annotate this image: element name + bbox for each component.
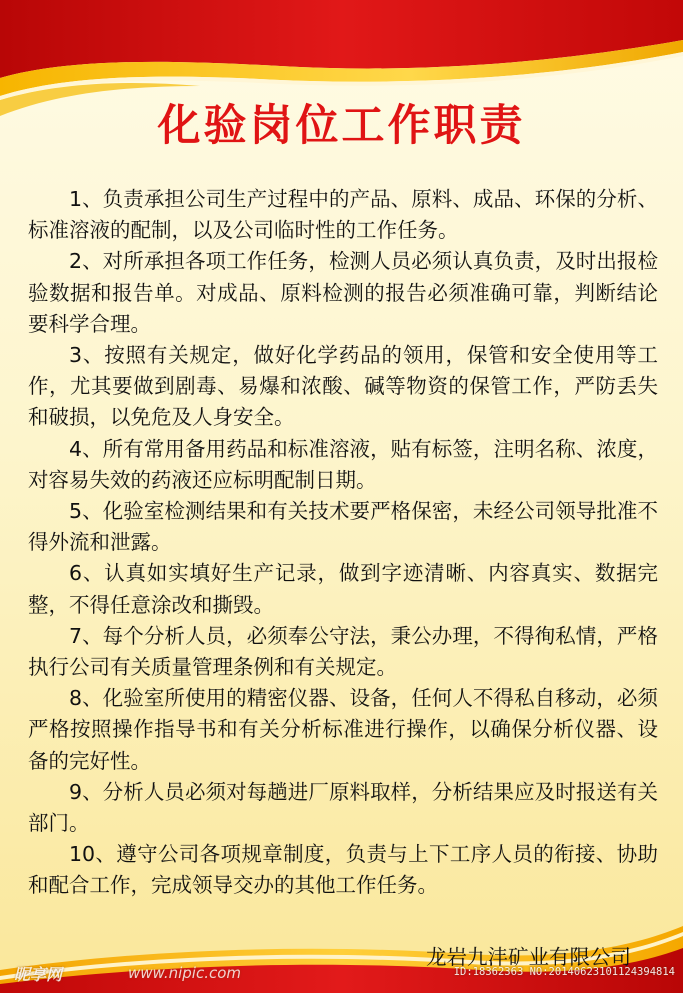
duty-item: 8、化验室所使用的精密仪器、设备，任何人不得私自移动，必须严格按照操作指导书和有关分析标准进行操作，以确保分析仪器、设备的完好性。 xyxy=(28,686,658,773)
duty-item: 7、每个分析人员，必须奉公守法，秉公办理，不得徇私情，严格执行公司有关质量管理条例和有关规定。 xyxy=(28,623,658,680)
duty-item: 6、认真如实填好生产记录，做到字迹清晰、内容真实、数据完整，不得任意涂改和撕毁。 xyxy=(28,561,658,617)
duty-item: 4、所有常用备用药品和标准溶液，贴有标签，注明名称、浓度，对容易失效的药液还应标明配制日期。 xyxy=(28,436,658,492)
duty-item: 9、分析人员必须对每趟进厂原料取样，分析结果应及时报送有关部门。 xyxy=(28,779,658,836)
page-title: 化验岗位工作职责 xyxy=(157,101,526,151)
duty-item: 5、化验室检测结果和有关技术要严格保密，未经公司领导批准不得外流和泄露。 xyxy=(28,499,658,555)
duty-item: 2、对所承担各项工作任务，检测人员必须认真负责，及时出报检验数据和报告单。对成品、原料检测的报告必须准确可靠，判断结论要科学合理。 xyxy=(28,249,658,336)
watermark-logo: 昵享网 xyxy=(14,965,63,984)
watermark-id: ID:18362363 NO:20140623101124394814 xyxy=(453,966,675,978)
duty-item: 3、按照有关规定，做好化学药品的领用，保管和安全使用等工作，尤其要做到剧毒、易爆和浓酸、碱等物资的保管工作，严防丢失和破损，以免危及人身安全。 xyxy=(28,343,658,430)
company-signature: 龙岩九沣矿业有限公司 xyxy=(426,945,631,969)
duty-list xyxy=(28,184,658,902)
watermark-url: www.nipic.com xyxy=(128,964,242,982)
duty-item: 1、负责承担公司生产过程中的产品、原料、成品、环保的分析、标准溶液的配制，以及公司临时性的工作任务。 xyxy=(28,187,658,243)
duty-item: 10、遵守公司各项规章制度，负责与上下工序人员的衔接、协助和配合工作，完成领导交办的其他工作任务。 xyxy=(28,842,658,898)
